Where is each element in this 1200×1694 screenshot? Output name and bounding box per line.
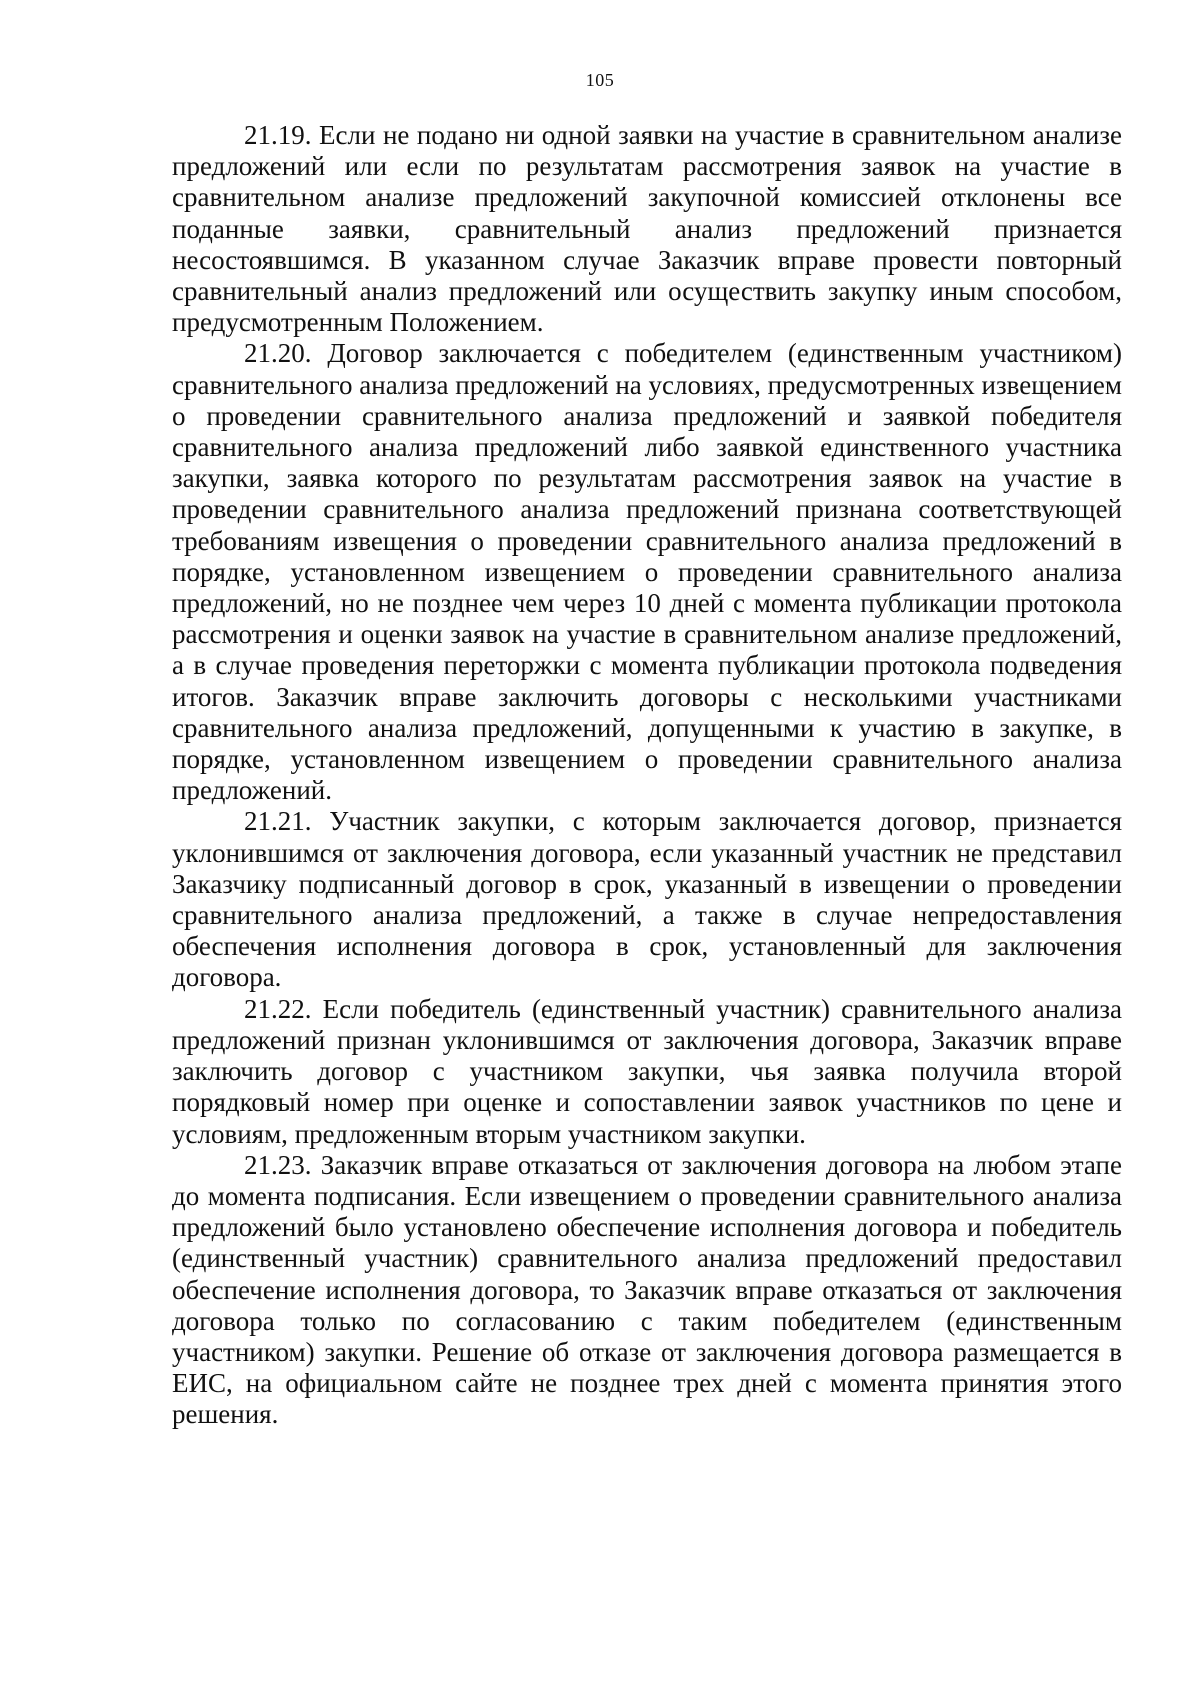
- paragraph-21-19: 21.19. Если не подано ни одной заявки на участие в сравнительном анализе предложений или если по результатам рассмотрения заявок на участие в сравнительном анализе предложений закупочной комиссией отклонены все поданные заявки, сравнительный анализ предложений признается несостоявшимся. В указанном случае Заказчик вправе провести повторный сравнительный анализ предложений или осуществить закупку иным способом, предусмотренным Положением.: [172, 120, 1122, 338]
- paragraph-21-23: 21.23. Заказчик вправе отказаться от заключения договора на любом этапе до момента подписания. Если извещением о проведении сравнительного анализа предложений было установлено обеспечение исполнения договора и победитель (единственный участник) сравнительного анализа предложений предоставил обеспечение исполнения договора, то Заказчик вправе отказаться от заключения договора только по согласованию с таким победителем (единственным участником) закупки. Решение об отказе от заключения договора размещается в ЕИС, на официальном сайте не позднее трех дней с момента принятия этого решения.: [172, 1149, 1122, 1430]
- paragraph-21-20: 21.20. Договор заключается с победителем (единственным участником) сравнительного анализа предложений на условиях, предусмотренных извещением о проведении сравнительного анализа предложений и заявкой победителя сравнительного анализа предложений либо заявкой единственного участника закупки, заявка которого по результатам рассмотрения заявок на участие в проведении сравнительного анализа предложений признана соответствующей требованиям извещения о проведении сравнительного анализа предложений в порядке, установленном извещением о проведении сравнительного анализа предложений, но не позднее чем через 10 дней с момента публикации протокола рассмотрения и оценки заявок на участие в сравнительном анализе предложений, а в случае проведения переторжки с момента публикации протокола подведения итогов. Заказчик вправе заключить договоры с несколькими участниками сравнительного анализа предложений, допущенными к участию в закупке, в порядке, установленном извещением о проведении сравнительного анализа предложений.: [172, 338, 1122, 806]
- page-number: 105: [585, 70, 615, 90]
- document-body: [172, 120, 1122, 1431]
- paragraph-21-22: 21.22. Если победитель (единственный участник) сравнительного анализа предложений признан уклонившимся от заключения договора, Заказчик вправе заключить договор с участником закупки, чья заявка получила второй порядковый номер при оценке и сопоставлении заявок участников по цене и условиям, предложенным вторым участником закупки.: [172, 993, 1122, 1149]
- paragraph-21-21: 21.21. Участник закупки, с которым заключается договор, признается уклонившимся от заключения договора, если указанный участник не представил Заказчику подписанный договор в срок, указанный в извещении о проведении сравнительного анализа предложений, а также в случае непредоставления обеспечения исполнения договора в срок, установленный для заключения договора.: [172, 806, 1122, 993]
